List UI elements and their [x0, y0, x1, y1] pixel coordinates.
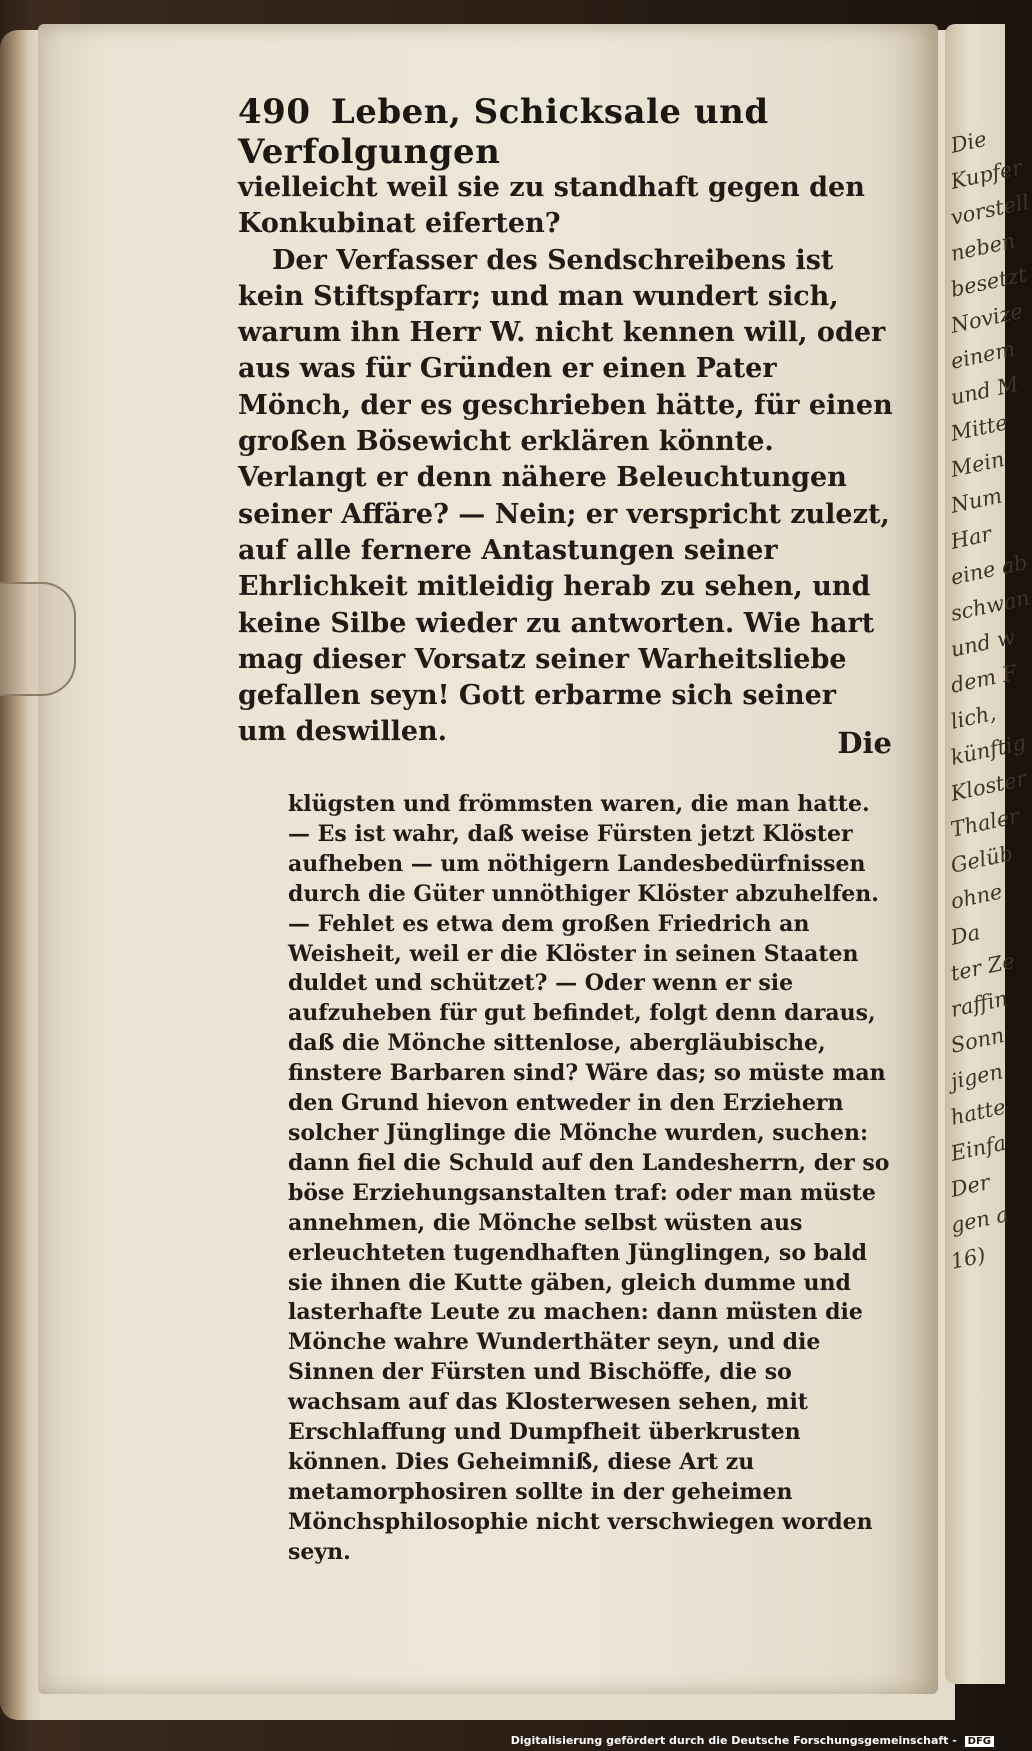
facing-page-fragment: Die: [948, 126, 989, 158]
facing-page-fragment: Gelüb: [948, 841, 1016, 878]
facing-page-fragment: Mein: [948, 446, 1007, 482]
bookmark-clip: [0, 582, 76, 696]
facing-page-fragment: Har: [948, 521, 994, 554]
paragraph: vielleicht weil sie zu standhaft gegen den Konkubinat eiferten?: [238, 172, 865, 240]
facing-page-fragment: hatte: [948, 1094, 1008, 1130]
facing-page: [945, 24, 1032, 1684]
facing-page-fragment: und M: [948, 371, 1021, 410]
facing-page-fragment: Sonn: [948, 1023, 1007, 1058]
facing-page-fragment: eine ab: [948, 550, 1030, 590]
facing-page-fragment: gen a: [948, 1202, 1011, 1238]
facing-page-fragment: raffin: [948, 986, 1010, 1022]
facing-page-fragment: dem F: [948, 660, 1020, 698]
facing-page-fragment: Da: [948, 920, 983, 950]
running-title: Leben, Schicksale und Verfolgungen: [238, 92, 769, 172]
facing-page-fragment: vorstell: [948, 189, 1032, 230]
credit-text: Digitalisierung gefördert durch die Deutsche Forschungsgemeinschaft -: [510, 1734, 957, 1747]
page-number: 490: [238, 92, 311, 132]
facing-page-fragment: ohne: [948, 879, 1005, 914]
facing-page-fragment: Der: [948, 1170, 992, 1202]
facing-page-fragment: Novize: [948, 299, 1025, 338]
facing-page-fragment: jigen: [948, 1059, 1005, 1094]
paragraph: Der Verfasser des Sendschreibens ist kein Stiftspfarr; und man wundert sich, warum ihn Herr W. nicht kennen will, oder aus was für Gründen er einen Pater Mönch, der es geschrieben hätte, für einen großen Bösewicht erklären könnte. Verlangt er denn nähere Beleuchtungen seiner Affäre? — Nein; er verspricht zulezt, auf alle fernere Antastungen seiner Ehrlichkeit mitleidig herab zu sehen, und keine Silbe wieder zu antworten. Wie hart mag dieser Vorsatz seiner Warheitsliebe gefallen seyn! Gott erbarme sich seiner um deswillen.: [238, 244, 893, 748]
facing-page-fragment: Kloster: [948, 766, 1029, 806]
facing-page-fragment: und w: [948, 624, 1018, 662]
facing-page-fragment: 16): [948, 1243, 988, 1274]
facing-page-fragment: besetzt: [948, 262, 1029, 302]
facing-page-fragment: einem: [948, 336, 1018, 374]
facing-page-fragment: neben: [948, 228, 1018, 266]
digitization-credit: [511, 1734, 994, 1747]
facing-page-fragment: Einfa: [948, 1130, 1009, 1166]
main-text-block: [238, 170, 893, 751]
facing-page-fragment: Num: [948, 483, 1005, 518]
paragraph: klügsten und frömmsten waren, die man hatte. — Es ist wahr, daß weise Fürsten jetzt Klöster aufheben — um nöthigern Landesbedürfnissen durch die Güter unnöthiger Klöster abzuhelfen. — Fehlet es etwa dem großen Friedrich an Weisheit, weil er die Klöster in seinen Staaten duldet und schützet? — Oder wenn er sie aufzuheben für gut befindet, folgt denn daraus, daß die Mönche sittenlose, abergläubische, finstere Barbaren sind? Wäre das; so müste man den Grund hievon entweder in den Erziehern solcher Jünglinge die Mönche wurden, suchen: dann fiel die Schuld auf den Landesherrn, der so böse Erziehungsanstalten traf: oder man müste annehmen, die Mönche selbst wüsten aus erleuchteten tugendhaften Jünglingen, so bald sie ihnen die Kutte gäben, gleich dumme und lasterhafte Leute zu machen: dann müsten die Mönche wahre Wunderthäter seyn, und die Sinnen der Fürsten und Bischöffe, die so wachsam auf das Klosterwesen sehen, mit Erschlaffung und Dumpfheit überkrusten können. Dies Geheimniß, diese Art zu metamorphosiren sollte in der geheimen Mönchsphilosophie nicht verschwiegen worden seyn.: [288, 791, 890, 1565]
facing-page-fragment: künftig: [948, 730, 1028, 770]
facing-page-fragment: Mitte: [948, 410, 1010, 446]
catchword: Die: [837, 726, 892, 760]
dfg-logo: DFG: [965, 1736, 994, 1747]
running-header: [238, 92, 878, 172]
footnote-text-block: [288, 790, 891, 1568]
facing-page-fragment: Kupfer: [948, 155, 1025, 194]
facing-page-fragment: lich,: [948, 700, 998, 734]
facing-page-fragment: ter Ze: [948, 948, 1017, 986]
facing-page-fragment: schwan: [948, 585, 1032, 626]
facing-page-fragment: Thaler: [948, 803, 1022, 842]
facing-page-text: [945, 24, 1032, 1274]
